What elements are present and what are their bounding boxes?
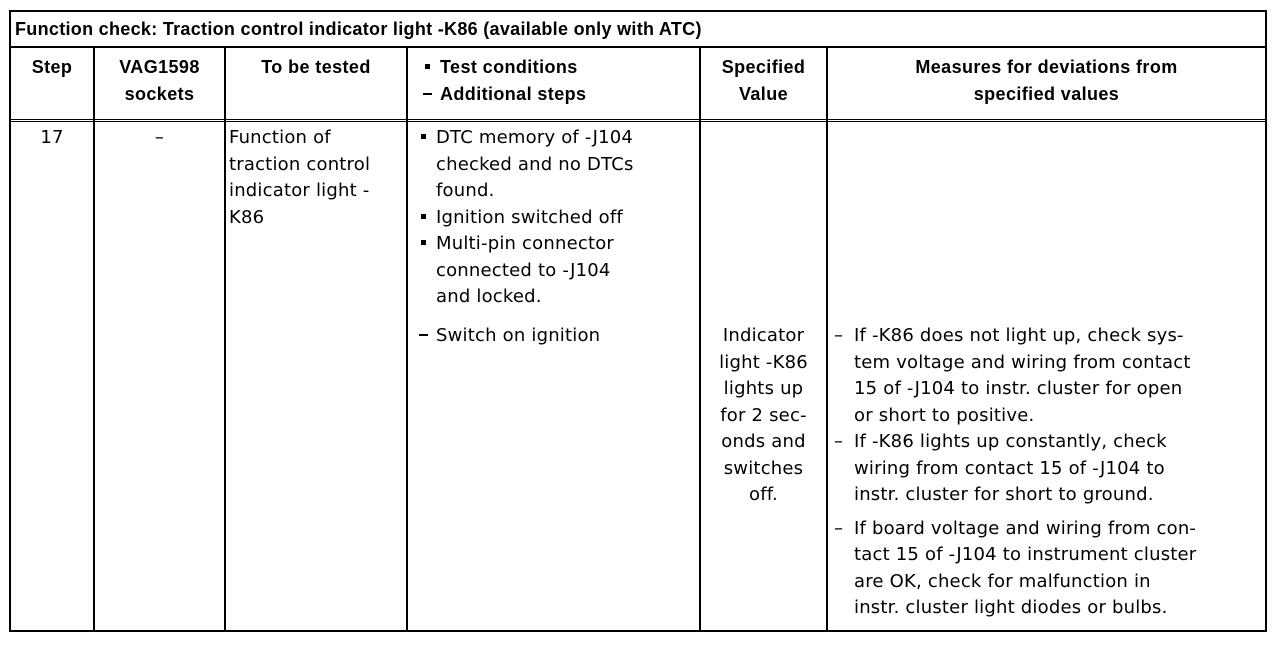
measure-line: If -K86 does not light up, check sys- [854,325,1184,346]
header-cond-label: Test conditions [440,57,578,77]
condition-line: checked and no DTCs [436,153,634,175]
column-divider [224,48,226,630]
test-conditions [412,125,699,349]
specified-line: for 2 sec- [720,404,807,426]
bullet-marker [416,205,430,232]
dash-marker: – [834,517,844,539]
tested-description [229,125,405,231]
header-spec-line: Specified [721,57,806,77]
condition-line: Multi-pin connector [436,233,615,254]
measure-line: are OK, check for malfunction in [854,570,1151,592]
condition-item [412,205,699,232]
measure-line: If board voltage and wiring from con- [854,517,1197,539]
header-measures-line: specified values [973,84,1120,104]
condition-item [412,125,699,205]
header-to-be-tested [226,54,406,81]
header-separator [11,119,1265,122]
header-cond-item [416,54,699,81]
column-divider [406,48,408,630]
condition-line: found. [436,180,495,201]
header-specified [701,54,826,108]
table-title: Function check: Traction control indicator light -K86 (available only with ATC) [11,12,1265,48]
measure-line: wiring from contact 15 of -J104 to [854,457,1165,479]
header-measures [828,54,1265,108]
measure-line: or short to positive. [854,404,1035,426]
tested-line: K86 [229,206,265,228]
measures-list [828,323,1268,622]
sockets-value: – [154,127,165,148]
header-cond-item [416,81,699,108]
specified-value [701,323,826,509]
specified-line: light -K86 [719,351,808,373]
specified-line: off. [749,484,778,505]
header-conditions [416,54,699,108]
measure-line: If -K86 lights up constantly, check [854,431,1167,452]
measure-line: instr. cluster for short to ground. [854,484,1154,505]
measure-item [828,429,1268,509]
measure-line: instr. cluster light diodes or bulbs. [854,597,1168,618]
condition-line: and locked. [436,286,542,307]
measure-line: tem voltage and wiring from contact [854,351,1191,373]
specified-line: onds and [721,431,806,452]
header-sockets [95,54,224,108]
condition-item [412,231,699,311]
specified-line: switches [723,457,804,479]
specified-line: Indicator [722,325,805,346]
tested-line: Function of [229,127,331,148]
measure-item [828,516,1268,622]
bullet-marker [416,231,430,258]
measure-line: 15 of -J104 to instr. cluster for open [854,378,1183,399]
condition-line: DTC memory of -J104 [436,127,634,148]
specified-line: lights up [723,378,804,399]
condition-line: Switch on ignition [436,324,601,346]
dash-marker: – [834,325,844,346]
tested-line: traction control [229,153,371,175]
condition-line: connected to -J104 [436,259,611,281]
header-measures-line: Measures for deviations from [915,57,1178,77]
condition-item [412,323,699,350]
function-check-table [9,10,1267,632]
tested-line: indicator light - [229,180,370,201]
dash-marker [416,323,430,350]
bullet-marker [416,125,430,152]
header-tested-label: To be tested [261,57,371,77]
header-sockets-line: sockets [124,84,195,104]
dash-marker: – [834,431,844,452]
condition-line: Ignition switched off [436,206,623,228]
header-cond-label: Additional steps [440,84,587,104]
header-spec-line: Value [738,84,789,104]
header-step-label: Step [31,57,73,77]
header-step [11,54,93,81]
measure-item [828,323,1268,429]
step-number: 17 [40,127,64,148]
measure-line: tact 15 of -J104 to instrument cluster [854,544,1197,565]
header-sockets-line: VAG1598 [119,57,200,77]
